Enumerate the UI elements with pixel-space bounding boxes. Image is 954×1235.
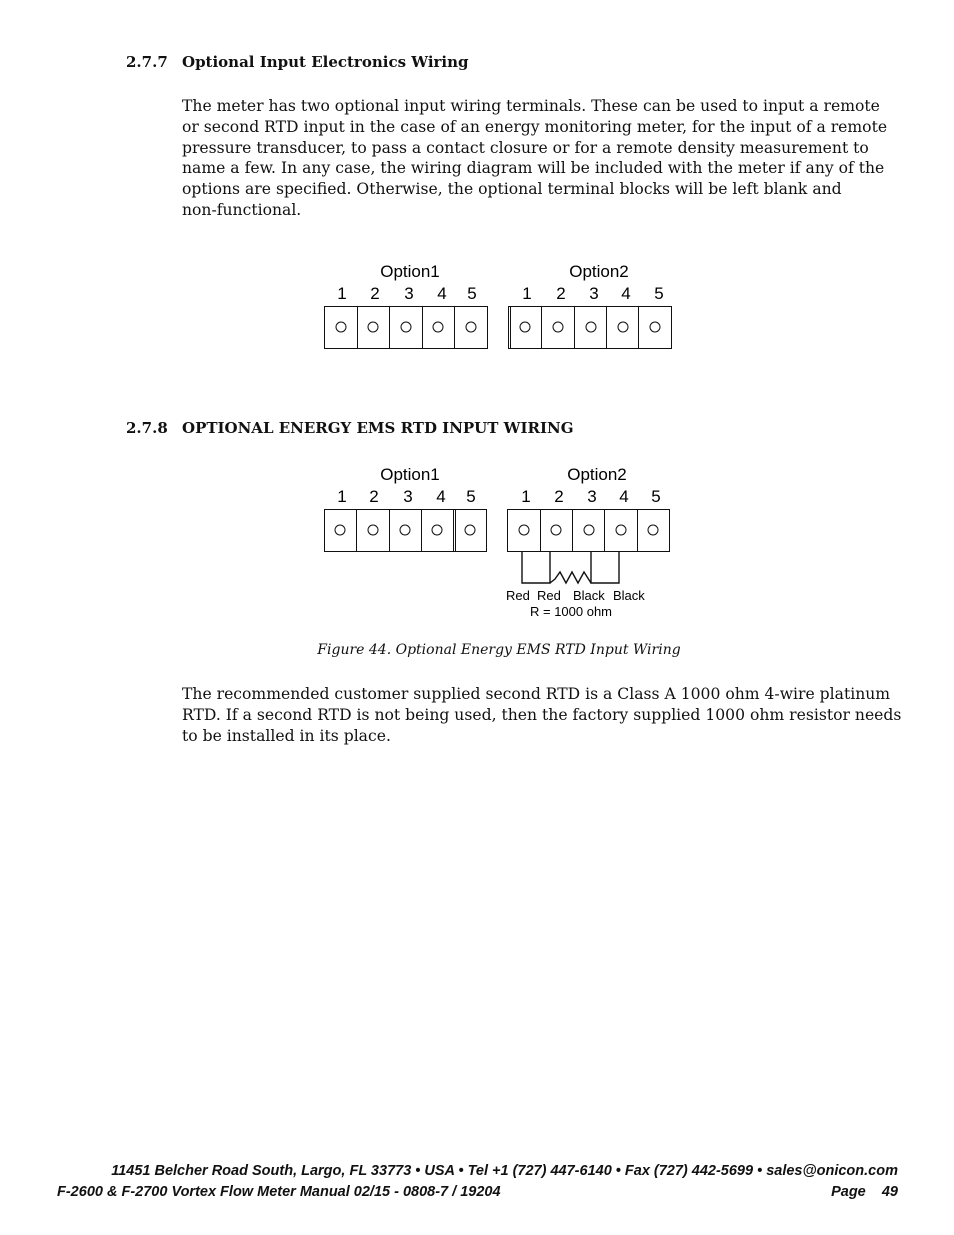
wire-label-red: Red: [506, 588, 530, 603]
body-paragraph: [182, 96, 887, 221]
figure-caption: Figure 44. Optional Energy EMS RTD Input Wiring: [317, 642, 681, 658]
paragraph-line: or second RTD input in the case of an energy monitoring meter, for the input of a remote: [182, 117, 888, 136]
terminal-number: 5: [466, 487, 476, 506]
option2-label: Option2: [569, 262, 629, 281]
terminal-number: 1: [337, 487, 347, 506]
paragraph-line: RTD. If a second RTD is not being used, then the factory supplied 1000 ohm resistor needs: [182, 705, 902, 724]
resistor-symbol: [550, 572, 591, 583]
page-footer: [57, 1163, 898, 1205]
paragraph-line: name a few. In any case, the wiring diagram will be included with the meter if any of the: [182, 159, 885, 178]
wire-label-black: Black: [613, 588, 645, 603]
option1-label: Option1: [380, 465, 440, 484]
terminal-block-option2: [508, 510, 670, 552]
terminal-number: 1: [522, 284, 532, 303]
option2-label: Option2: [567, 465, 627, 484]
footer-address: 11451 Belcher Road South, Largo, FL 33773 • USA • Tel +1 (727) 447-6140 • Fax (727) 442-5699 • sales@onicon.com: [111, 1163, 898, 1179]
terminal-number: 2: [554, 487, 564, 506]
section-title: Optional Input Electronics Wiring: [182, 53, 469, 71]
terminal-number: 4: [619, 487, 629, 506]
terminal-block-option1: [325, 307, 488, 349]
footer-manual-row: [57, 1184, 898, 1205]
terminal-number: 2: [556, 284, 566, 303]
terminal-number: 1: [337, 284, 347, 303]
paragraph-line: to be installed in its place.: [182, 726, 391, 745]
paragraph-line: pressure transducer, to pass a contact closure or for a remote density measurement to: [182, 138, 869, 157]
rtd-jumper-wires: [522, 552, 619, 584]
footer-manual-id: F-2600 & F-2700 Vortex Flow Meter Manual 02/15 - 0808-7 / 19204: [57, 1184, 501, 1200]
option1-label: Option1: [380, 262, 440, 281]
terminal-number: 5: [654, 284, 664, 303]
terminal-block-option2: [509, 307, 672, 349]
paragraph-line: options are specified. Otherwise, the optional terminal blocks will be left blank and: [182, 180, 842, 199]
terminal-number: 4: [437, 284, 447, 303]
terminal-number: 2: [369, 487, 379, 506]
paragraph-line: The meter has two optional input wiring terminals. These can be used to input a remote: [182, 97, 880, 115]
wire-label-red: Red: [537, 588, 561, 603]
terminal-block-option1: [325, 510, 487, 552]
footer-contact-row: [57, 1163, 898, 1184]
wire-label-black: Black: [573, 588, 605, 603]
paragraph-line: The recommended customer supplied second RTD is a Class A 1000 ohm 4-wire platinum: [182, 685, 891, 703]
terminal-number: 3: [403, 487, 413, 506]
terminal-number: 4: [436, 487, 446, 506]
resistor-value-label: R = 1000 ohm: [529, 604, 613, 619]
terminal-number: 3: [589, 284, 599, 303]
section-number: 2.7.8: [126, 419, 168, 437]
section-number: 2.7.7: [126, 53, 168, 71]
section-title: OPTIONAL ENERGY EMS RTD INPUT WIRING: [182, 419, 574, 437]
terminal-number: 5: [467, 284, 477, 303]
terminal-number: 2: [370, 284, 380, 303]
page-number: Page 49: [831, 1184, 898, 1200]
terminal-number: 5: [651, 487, 661, 506]
terminal-number: 1: [521, 487, 531, 506]
rtd-wiring-diagram: [0, 458, 954, 628]
terminal-number: 3: [404, 284, 414, 303]
paragraph-line: non-functional.: [182, 200, 302, 219]
terminal-number: 4: [621, 284, 631, 303]
terminal-diagram-1: [0, 255, 954, 375]
body-paragraph: [182, 684, 901, 746]
terminal-number: 3: [587, 487, 597, 506]
